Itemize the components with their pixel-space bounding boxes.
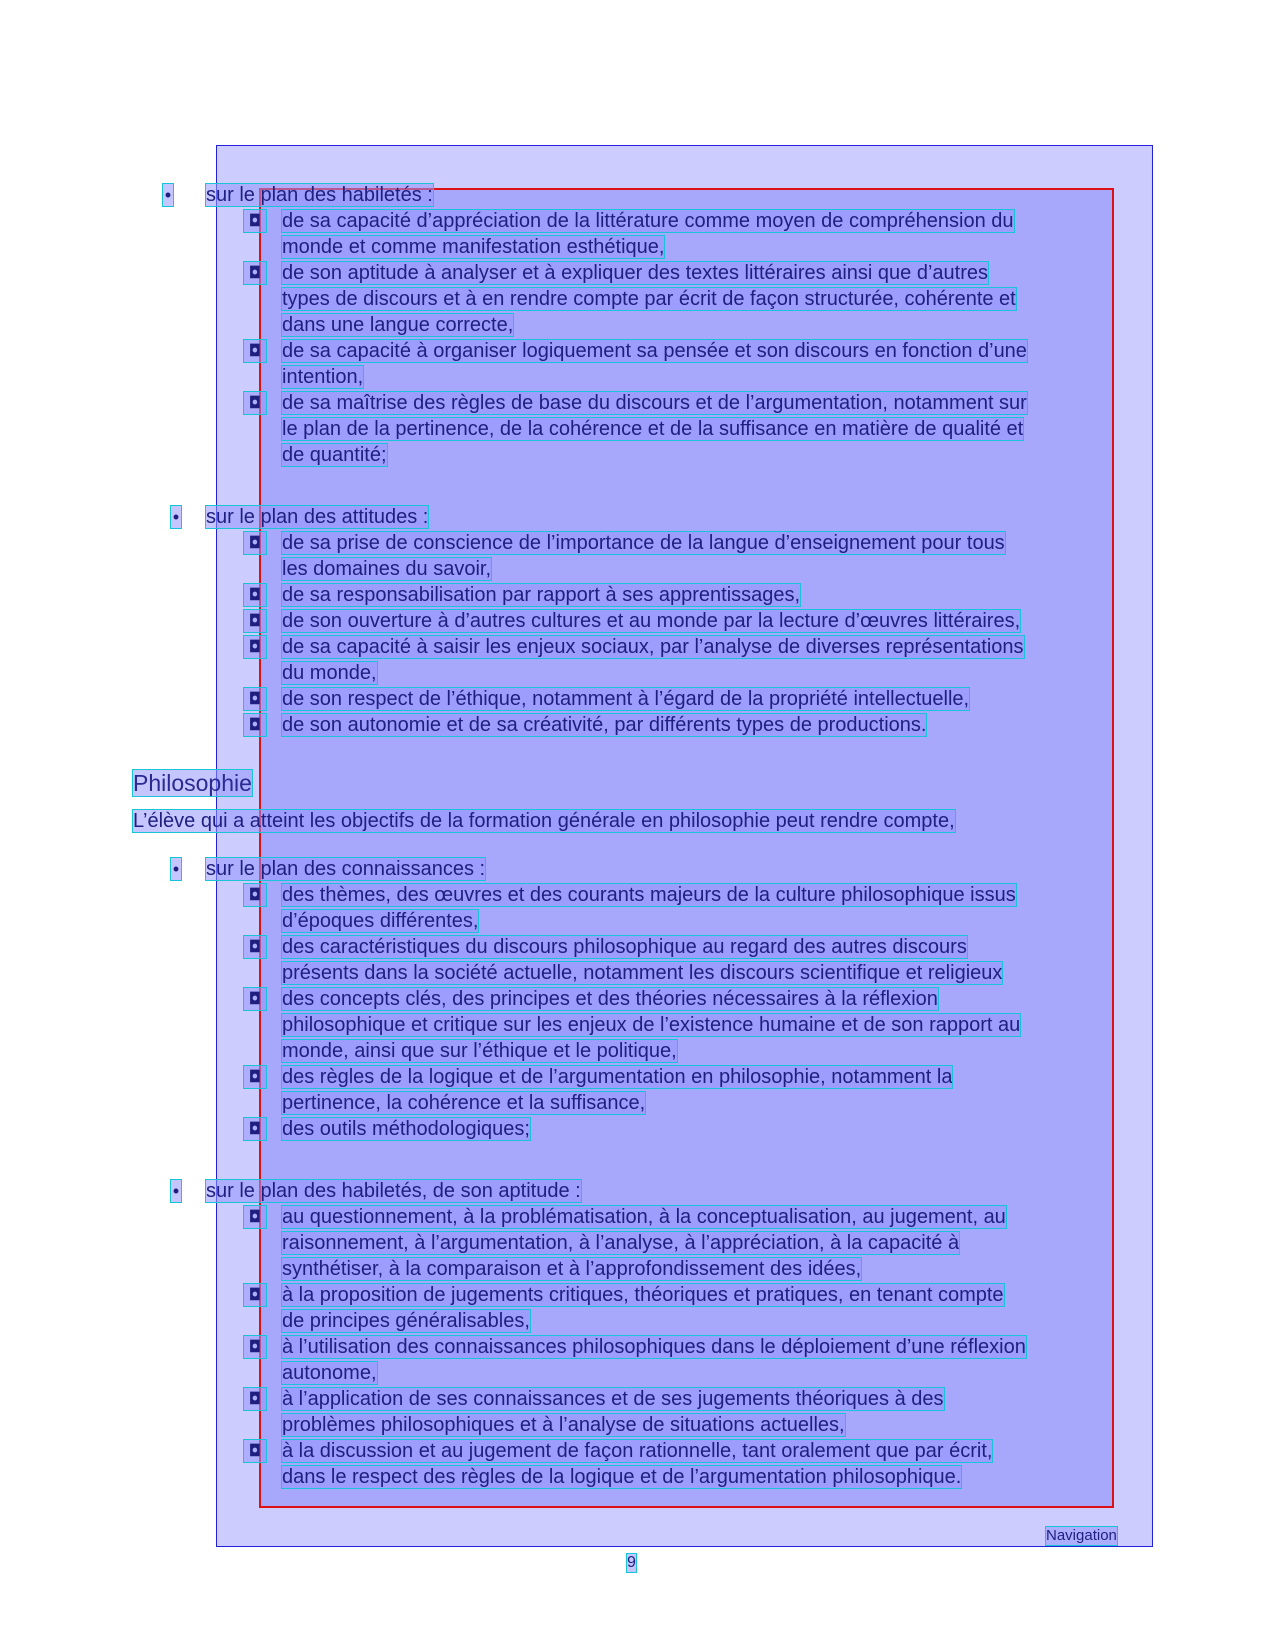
sub-bullet-marker: ◘	[244, 584, 266, 606]
list-item-line: les domaines du savoir,	[282, 558, 492, 580]
bullet-marker: •	[172, 859, 180, 879]
sub-bullet-marker: ◘	[244, 340, 266, 362]
sub-bullet-marker: ◘	[244, 1336, 266, 1358]
list-item-line: monde et comme manifestation esthétique,	[282, 236, 665, 258]
list-item-line: philosophique et critique sur les enjeux de l’existence humaine et de son rapport au	[282, 1014, 1021, 1036]
list-item-line: des outils méthodologiques;	[282, 1118, 530, 1140]
list-item-line: dans une langue correcte,	[282, 314, 514, 336]
list-item-line: intention,	[282, 366, 364, 388]
list-item-line: de sa capacité à organiser logiquement sa pensée et son discours en fonction d’une	[282, 340, 1027, 362]
sub-bullet-marker: ◘	[244, 688, 266, 710]
bullet-marker: •	[164, 185, 172, 205]
section-label-aptitude: sur le plan des habiletés, de son aptitude :	[206, 1180, 581, 1202]
list-item-line: synthétiser, à la comparaison et à l’approfondissement des idées,	[282, 1258, 862, 1280]
sub-bullet-marker: ◘	[244, 1206, 266, 1228]
sub-bullet-marker: ◘	[244, 714, 266, 736]
list-item-line: de sa maîtrise des règles de base du discours et de l’argumentation, notamment sur	[282, 392, 1027, 414]
section-label-attitudes: sur le plan des attitudes :	[206, 506, 429, 528]
section-label-habiletes: sur le plan des habiletés :	[206, 184, 433, 206]
list-item-line: des caractéristiques du discours philosophique au regard des autres discours	[282, 936, 967, 958]
list-item-line: des règles de la logique et de l’argumentation en philosophie, notamment la	[282, 1066, 953, 1088]
sub-bullet-marker: ◘	[244, 210, 266, 232]
list-item-line: de quantité;	[282, 444, 387, 466]
list-item-line: à l’utilisation des connaissances philosophiques dans le déploiement d’une réflexion	[282, 1336, 1026, 1358]
sub-bullet-marker: ◘	[244, 988, 266, 1010]
list-item-line: de son autonomie et de sa créativité, par différents types de productions.	[282, 714, 927, 736]
list-item-line: de son ouverture à d’autres cultures et au monde par la lecture d’œuvres littéraires,	[282, 610, 1021, 632]
navigation-link[interactable]: Navigation	[1046, 1527, 1117, 1544]
sub-bullet-marker: ◘	[244, 936, 266, 958]
page-number: 9	[627, 1554, 636, 1571]
sub-bullet-marker: ◘	[244, 1118, 266, 1140]
sub-bullet-marker: ◘	[244, 636, 266, 658]
sub-bullet-marker: ◘	[244, 392, 266, 414]
list-item-line: problèmes philosophiques et à l’analyse de situations actuelles,	[282, 1414, 845, 1436]
list-item-line: à la discussion et au jugement de façon rationnelle, tant oralement que par écrit,	[282, 1440, 993, 1462]
list-item-line: le plan de la pertinence, de la cohérence et de la suffisance en matière de qualité et	[282, 418, 1024, 440]
list-item-line: du monde,	[282, 662, 377, 684]
list-item-line: de son respect de l’éthique, notamment à l’égard de la propriété intellectuelle,	[282, 688, 970, 710]
section-label-connaissances: sur le plan des connaissances :	[206, 858, 486, 880]
list-item-line: des thèmes, des œuvres et des courants majeurs de la culture philosophique issus	[282, 884, 1016, 906]
sub-bullet-marker: ◘	[244, 1066, 266, 1088]
list-item-line: présents dans la société actuelle, notamment les discours scientifique et religieux	[282, 962, 1003, 984]
list-item-line: autonome,	[282, 1362, 377, 1384]
list-item-line: de sa capacité d’appréciation de la littérature comme moyen de compréhension du	[282, 210, 1014, 232]
list-item-line: dans le respect des règles de la logique et de l’argumentation philosophique.	[282, 1466, 962, 1488]
bullet-marker: •	[172, 507, 180, 527]
list-item-line: monde, ainsi que sur l’éthique et le politique,	[282, 1040, 677, 1062]
section-heading-philosophie: Philosophie	[133, 770, 252, 796]
list-item-line: de sa capacité à saisir les enjeux sociaux, par l’analyse de diverses représentations	[282, 636, 1024, 658]
list-item-line: à l’application de ses connaissances et de ses jugements théoriques à des	[282, 1388, 944, 1410]
list-item-line: raisonnement, à l’argumentation, à l’analyse, à l’appréciation, à la capacité à	[282, 1232, 960, 1254]
list-item-line: de son aptitude à analyser et à expliquer des textes littéraires ainsi que d’autres	[282, 262, 988, 284]
list-item-line: de sa responsabilisation par rapport à ses apprentissages,	[282, 584, 801, 606]
list-item-line: à la proposition de jugements critiques, théoriques et pratiques, en tenant compte	[282, 1284, 1004, 1306]
sub-bullet-marker: ◘	[244, 532, 266, 554]
list-item-line: au questionnement, à la problématisation, à la conceptualisation, au jugement, au	[282, 1206, 1006, 1228]
sub-bullet-marker: ◘	[244, 1284, 266, 1306]
bullet-marker: •	[172, 1181, 180, 1201]
sub-bullet-marker: ◘	[244, 262, 266, 284]
sub-bullet-marker: ◘	[244, 1440, 266, 1462]
sub-bullet-marker: ◘	[244, 610, 266, 632]
list-item-line: de principes généralisables,	[282, 1310, 530, 1332]
sub-bullet-marker: ◘	[244, 1388, 266, 1410]
list-item-line: de sa prise de conscience de l’importance de la langue d’enseignement pour tous	[282, 532, 1005, 554]
list-item-line: types de discours et à en rendre compte par écrit de façon structurée, cohérente et	[282, 288, 1016, 310]
list-item-line: pertinence, la cohérence et la suffisance,	[282, 1092, 646, 1114]
sub-bullet-marker: ◘	[244, 884, 266, 906]
list-item-line: d’époques différentes,	[282, 910, 479, 932]
intro-paragraph: L’élève qui a atteint les objectifs de la formation générale en philosophie peut rendre compte,	[133, 810, 955, 832]
list-item-line: des concepts clés, des principes et des théories nécessaires à la réflexion	[282, 988, 938, 1010]
